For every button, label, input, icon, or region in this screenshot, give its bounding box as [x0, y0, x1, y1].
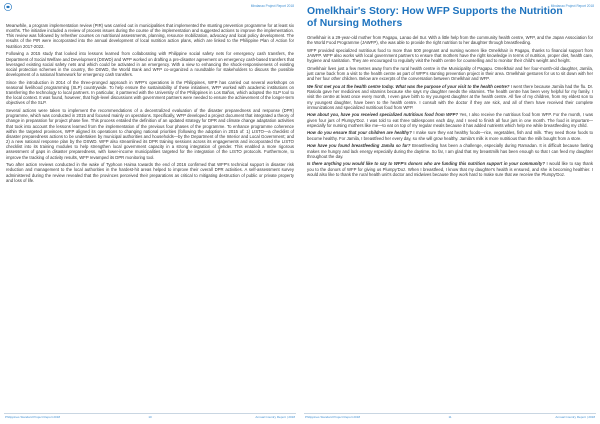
qa-item — [307, 112, 593, 127]
qa-item — [307, 84, 593, 110]
answer-text: I went there because Jamila had the flu. Dr. Rasiola gave her medicines and vitamins because she says my daughter needs the vitamins. The health centre has been very helpful for my family. I visit the centre at least once every month, I even gave birth to my youngest daughter at the health centre. All five of my children, from my eldest son to my youngest daughter, have been to the health centre. I consult with the doctor if they are sick, and all of them have received their complete immunizations and specialized nutritious food from WFP. — [307, 84, 594, 110]
paragraph: Several actions were taken to implement the recommendations of a decentralized evaluation of the disaster preparedness and response (DPR) programme, which was conducted in 2015 and focused mainly on operations. Specifically, WFP developed a project document that integrated a theory of change in preparation for project phase five. This process entailed the definition of an updated strategy for DPR and climate change adaptation activities that took into account the lessons learned from the implementation of the previous four phases of the programme. To enhance programme coherence within the targeted provinces, WFP aligned its operations to changing national priorities (following the adoption in 2015 of: 1) LISTO—a checklist of disaster preparedness actions to be undertaken by municipal authorities and households—by the Department of the Interior and Local Government; and 2) a new national response plan by the DSWD. WFP also streamlined its DPR training sessions across its engagements and incorporated the LISTO checklist into its training modules to help strengthen local government capacity in a strong integration of gender. This enabled a more rigorous assessment of gaps in disaster preparedness, with lower-income municipalities targeted for the integration of the LISTO protocols. Furthermore, to improve the tracking of activity results, WFP revamped its DPR monitoring tool. — [6, 108, 294, 160]
page-number: 11 — [448, 415, 452, 419]
paragraph: Omelkhair lives just a few metres away from the rural health centre in the Municipality of Pagapu. Omelkhair and her four-month-old daughter, Jamila, just came back from a visit to the health centre as part of WFP's stunting prevention project in their area. Omelkhair gestures for us to sit down with her and her four other children. Below are excerpts of the conversation between Omelkhair and WFP. — [307, 65, 593, 82]
answer-text: Breastfeeding has been a challenge, especially during Ramadan. It is difficult because fasting makes me hungry and lack energy especially during the daytime. So far, I am glad that my breastmilk has been enough so that I can feed my daughter throughout the day. — [307, 143, 593, 159]
footer-divider — [304, 413, 596, 414]
answer-text: I make sure they eat healthy foods—rice, vegetables, fish and milk. They need those foods to become healthy. For Jamila, I breastfeed her every day, so she will grow healthy. Jamila's milk is more nutritious than the milk bought from a store. — [307, 130, 593, 141]
page-header: Mindanao Project Report 2018 — [550, 4, 594, 8]
footer-left: Philippines Standard Project Report 2018 — [5, 415, 61, 419]
paragraph: Following a 2015 study that looked into lessons learned from collaborating with Philippine social safety nets for emergency cash transfers, the Department of Social Welfare and Development (DSWD) and WFP worked on drafting a pre-disaster agreement on emergency cash-based transfers that leveraged existing social safety nets and which could be activated in an emergency. With a view to enhancing the shock-responsiveness of existing social protection schemes in the country, the DSWD, the World Bank and WFP co-organized a roundtable for stakeholders to discuss the possible development of a national framework for emergency cash transfers. — [6, 51, 294, 77]
paragraph: Two after action reviews conducted in the wake of Typhoon Haima towards the end of 2016 confirmed that WFP's technical support in disaster risk reduction and management to the local authorities in the hardest-hit areas helped to improve their overall DPR activities. A self-assessment survey administered during the review revealed that the provinces perceived their preparations as critical to mitigating destruction of public or private property and loss of life. — [6, 162, 294, 183]
left-body-text — [6, 23, 294, 186]
footer-right: Annual Country Report | 2018 — [255, 415, 295, 419]
footer-left: Philippines Standard Project Report 2018 — [305, 415, 361, 419]
right-body-text — [307, 35, 593, 180]
wfp-logo-icon — [4, 3, 12, 11]
answer-text: Yes, I also receive the nutritious food from WFP. For the month, I was given four jars of Plumpy'Doz. I was told to eat three tablespoons each day, and I need to finish all four jars in one month. The food is important—especially for nursing mothers like me—to eat on top of my regular meals because it has added nutrients which help me while breastfeeding my child. — [307, 112, 593, 128]
question-text: We first met you at the health centre today. What was the purpose of your visit to the health centre? — [307, 84, 510, 90]
answer-text: I would like to say thank you to the donors of WFP for giving us Plumpy'Doz. When I breastfeed, I know that my daughter's health is ensured, and she is becoming healthier. I would also like to thank the rural health unit's doctor and midwives because they work hard to make sure that we receive the Plumpy'Doz. — [307, 161, 593, 177]
paragraph: Meanwhile, a program implementation review (PIR) was carried out in municipalities that implemented the stunting prevention programme for at least six months. The initiative included a review of process issues during the course of the implementation and suggested actions to improve the implementation. This review was followed by refresher courses on nutritional assessments, planning, resource mobilization, advocacy and local policy development. The results of the PIR were incorporated into the annual development of local nutrition action plans, which are linked to the Philippine Plan of Action for Nutrition 2017-2022. — [6, 23, 294, 49]
right-page — [300, 0, 600, 424]
footer-divider — [4, 413, 296, 414]
question-text: How about you, have you received specialized nutritious food from WFP? — [307, 112, 459, 118]
question-text: How have you found breastfeeding Jamila so far? — [307, 143, 411, 149]
question-text: Is there anything you would like to say to WFP's donors who are funding this nutrition support in your community? — [307, 161, 545, 167]
paragraph: WFP provided specialized nutritious food to more than 500 pregnant and nursing women like Omelkhair in Pagapu, thanks to financial support from JAWFP. WFP also works with local government partners to ensure that mothers have the right knowledge in terms of nutrition, proper diet, health care, hygiene and sanitation. They are encouraged to regularly visit the health centre for counselling and to monitor their child's weight and height. — [307, 47, 593, 64]
question-text: How do you ensure that your children are healthy? — [307, 130, 412, 136]
page-number: 10 — [148, 415, 152, 419]
qa-item — [307, 130, 593, 140]
footer-right: Annual Country Report | 2018 — [555, 415, 595, 419]
qa-item — [307, 143, 593, 158]
paragraph: Omelkhair is a 29-year-old mother from Pagapu, Lanao del Sur. With a little help from the community health centre, WFP, and the Japan Association for the World Food Programme (JAWFP), she was able to provide the right nutrition to her daughter through breastfeeding. — [307, 35, 593, 46]
story-title: Omelkhair's Story: How WFP Supports the Nutrition of Nursing Mothers — [307, 6, 563, 29]
paragraph: Since the introduction in 2014 of the three-pronged approach in WFP's operations in the Philippines, WFP has carried out several workshops on seasonal livelihood programming (SLP) countrywide. To help ensure the sustainability of these initiatives, WFP worked with academic institutions on transferring the technology to local partners. In particular, it partnered with the University of the Philippines in Los Baños, which adopted the SLP tool to the local context. It was found, however, that high-level discussions with government partners were needed to ensure the achievement of the longer-term objectives of the SLP. — [6, 79, 294, 106]
qa-item — [307, 161, 593, 176]
page-header: Mindanao Project Report 2018 — [250, 4, 294, 8]
